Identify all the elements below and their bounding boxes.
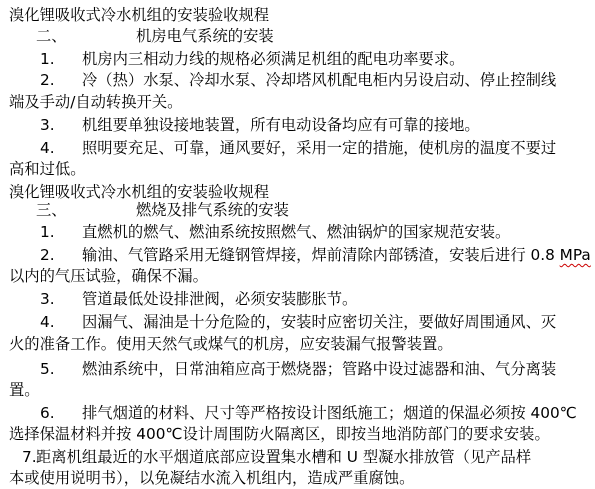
section-heading: 机房电气系统的安装 <box>136 27 274 45</box>
item-number: 6. <box>40 404 55 422</box>
doc-title: 溴化锂吸收式冷水机组的安装验收规程 <box>9 6 270 24</box>
item-text: 燃油系统中，日常油箱应高于燃烧器；管路中设过滤器和油、气分离装 <box>82 360 557 378</box>
item-number: 3. <box>40 290 55 308</box>
item-text: 机组要单独设接地装置，所有电动设备均应有可靠的接地。 <box>82 116 480 134</box>
item-text-cont: 火的准备工作。使用天然气或煤气的机房，应安装漏气报警装置。 <box>9 335 453 353</box>
item-text: 直燃机的燃气、燃油系统按照燃气、燃油锅炉的国家规范安装。 <box>82 223 511 241</box>
item-number: 4. <box>40 313 55 331</box>
item-text: 距离机组最近的水平烟道底部应设置集水槽和 U 型凝水排放管（见产品样 <box>36 448 532 466</box>
item-number: 1. <box>40 50 55 68</box>
item-text: 机房内三相动力线的规格必须满足机组的配电功率要求。 <box>82 50 465 68</box>
section-heading: 燃烧及排气系统的安装 <box>136 201 289 219</box>
item-number: 7. <box>22 448 37 466</box>
doc-title: 溴化锂吸收式冷水机组的安装验收规程 <box>9 183 270 201</box>
item-number: 2. <box>40 71 55 89</box>
item-text-cont: 本或使用说明书），以免凝结水流入机组内，造成严重腐蚀。 <box>9 469 415 487</box>
item-text-cont: 高和过低。 <box>9 160 86 178</box>
unit-mpa: MPa <box>559 246 591 264</box>
item-text-cont: 端及手动/自动转换开关。 <box>9 93 183 111</box>
item-text-cont: 选择保温材料并按 400℃设计周围防火隔离区，即按当地消防部门的要求安装。 <box>9 425 550 443</box>
section-number: 三、 <box>36 201 67 219</box>
item-number: 1. <box>40 223 55 241</box>
item-text: 因漏气、漏油是十分危险的，安装时应密切关注，要做好周围通风、灭 <box>82 313 557 331</box>
item-text-cont: 置。 <box>9 381 40 399</box>
item-text: 排气烟道的材料、尺寸等严格按设计图纸施工；烟道的保温必须按 400℃ <box>82 404 577 422</box>
item-text: 输油、气管路采用无缝钢管焊接，焊前清除内部锈渣，安装后进行 0.8 MPa <box>82 246 591 264</box>
section-number: 二、 <box>36 27 67 45</box>
item-number: 3. <box>40 116 55 134</box>
item-text-cont: 以内的气压试验，确保不漏。 <box>9 267 208 285</box>
item-text: 管道最低处设排泄阀，必须安装膨胀节。 <box>82 290 358 308</box>
item-text: 照明要充足、可靠，通风要好，采用一定的措施，使机房的温度不要过 <box>82 139 557 157</box>
item-number: 5. <box>40 360 55 378</box>
item-number: 2. <box>40 246 55 264</box>
item-text: 冷（热）水泵、冷却水泵、冷却塔风机配电柜内另设启动、停止控制线 <box>82 71 557 89</box>
item-number: 4. <box>40 139 55 157</box>
